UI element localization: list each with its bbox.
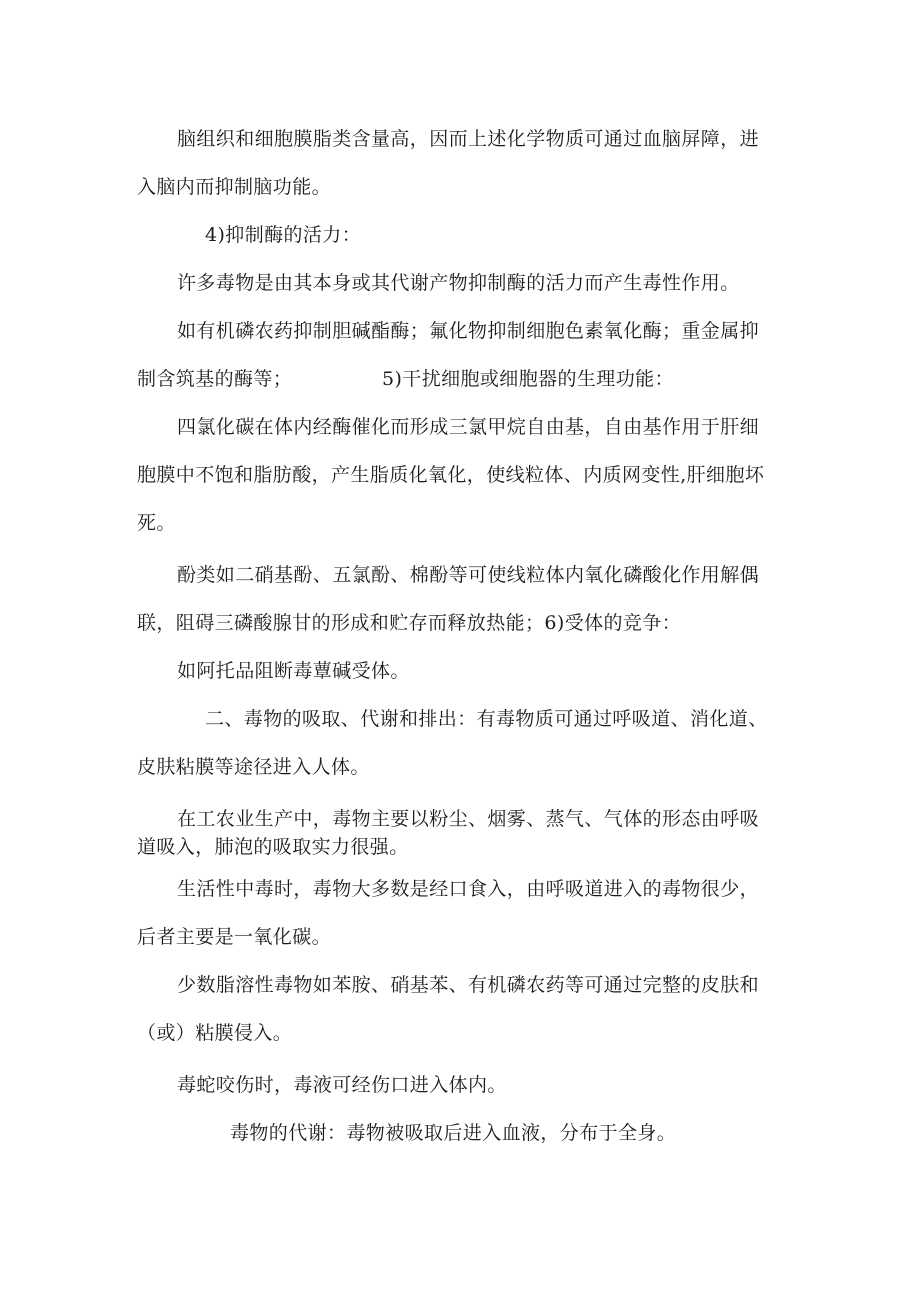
text-line: 如阿托品阻断毒蕈碱受体。 — [177, 660, 410, 682]
text-line: 毒物的代谢：毒物被吸取后进入血液，分布于全身。 — [230, 1122, 677, 1144]
text-line: 脑组织和细胞膜脂类含量高，因而上述化学物质可通过血脑屏障，进 — [177, 128, 760, 150]
text-line: 在工农业生产中，毒物主要以粉尘、烟雾、蒸气、气体的形态由呼吸 — [177, 808, 760, 830]
text-line: 4)抑制酶的活力： — [205, 224, 362, 246]
text-line: 许多毒物是由其本身或其代谢产物抑制酶的活力而产生毒性作用。 — [177, 272, 740, 294]
text-line: 二、毒物的吸取、代谢和排出：有毒物质可通过呼吸道、消化道、 — [205, 708, 768, 730]
text-line: 后者主要是一氧化碳。 — [137, 926, 332, 948]
text-line: 生活性中毒时，毒物大多数是经口食入，由呼吸道进入的毒物很少， — [177, 878, 760, 900]
text-line: （或）粘膜侵入。 — [137, 1022, 293, 1044]
text-line: 死。 — [137, 512, 176, 534]
text-line: 入脑内而抑制脑功能。 — [137, 176, 332, 198]
text-line: 道吸入，肺泡的吸取实力很强。 — [137, 836, 409, 858]
text-line: 四氯化碳在体内经酶催化而形成三氯甲烷自由基，自由基作用于肝细 — [177, 416, 760, 438]
text-line: 联，阻碍三磷酸腺甘的形成和贮存而释放热能；6)受体的竞争： — [137, 612, 682, 634]
text-line: 毒蛇咬伤时，毒液可经伤口进入体内。 — [177, 1074, 507, 1096]
text-line: 皮肤粘膜等途径进入人体。 — [137, 756, 370, 778]
text-line: 酚类如二硝基酚、五氯酚、棉酚等可使线粒体内氧化磷酸化作用解偶 — [177, 564, 760, 586]
text-line: 如有机磷农药抑制胆碱酯酶；氟化物抑制细胞色素氧化酶；重金属抑 — [177, 320, 760, 342]
text-line: 5)干扰细胞或细胞器的生理功能： — [382, 368, 674, 390]
text-line: 制含筑基的酶等； — [137, 368, 293, 390]
text-line: 少数脂溶性毒物如苯胺、硝基苯、有机磷农药等可通过完整的皮肤和 — [177, 974, 760, 996]
text-line: 胞膜中不饱和脂肪酸，产生脂质化氧化，使线粒体、内质网变性,肝细胞坏 — [137, 464, 765, 486]
